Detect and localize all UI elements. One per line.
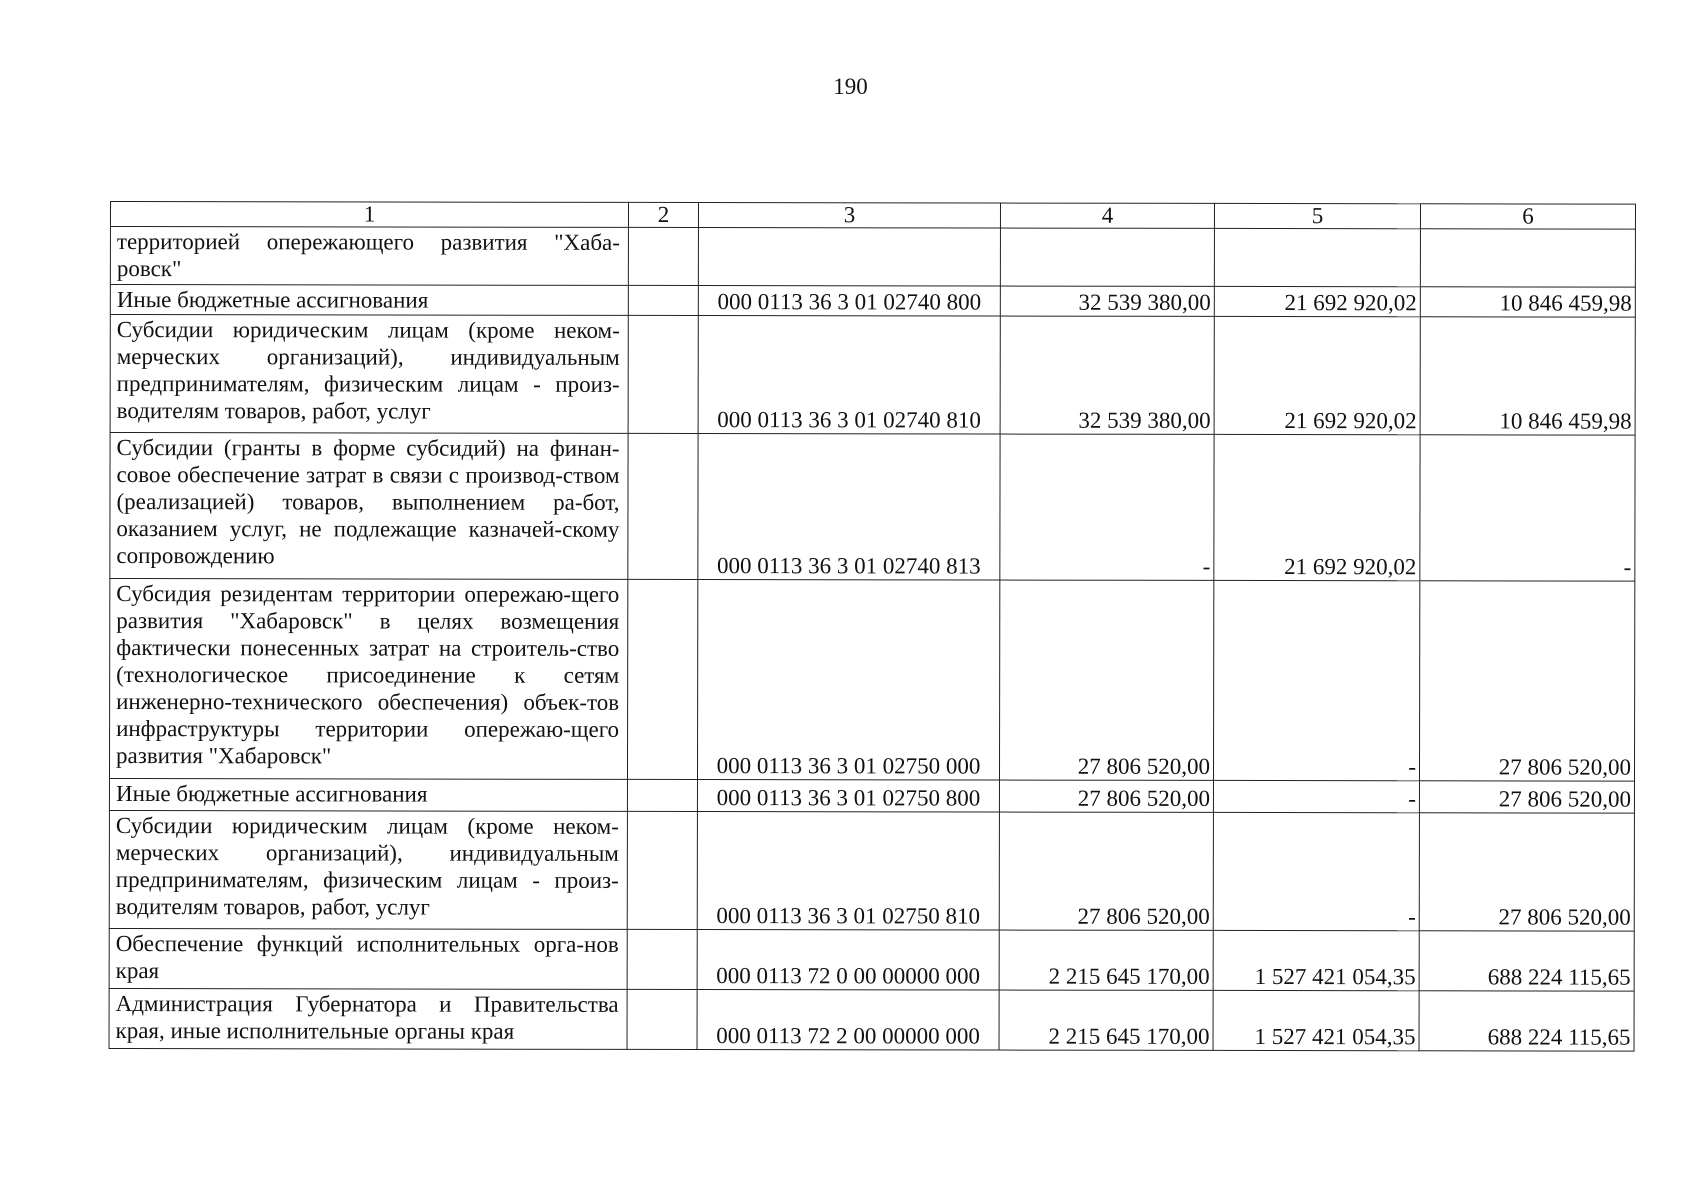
row-col6: 27 806 520,00: [1419, 581, 1634, 781]
table-row: [109, 779, 1634, 814]
column-header: 6: [1420, 204, 1635, 229]
row-name: Администрация Губернатора и Правительства края, иные исполнительные органы края: [109, 988, 627, 1049]
table-row: [110, 315, 1635, 436]
row-col4: 32 539 380,00: [1000, 316, 1214, 434]
row-col4: [1000, 228, 1214, 286]
row-col6: 27 806 520,00: [1419, 813, 1634, 931]
table-header-row: [110, 202, 1635, 230]
row-name: Иные бюджетные ассигнования: [109, 779, 627, 812]
row-col2: [627, 929, 697, 989]
row-code: 000 0113 36 3 01 02750 810: [697, 812, 999, 931]
row-col4: 27 806 520,00: [999, 780, 1213, 812]
row-name: Субсидии юридическим лицам (кроме неком-мерческих организаций), индивидуальным предпринимателям, физическим лицам - произ-водителям товаров, работ, услуг: [110, 315, 628, 434]
row-code: 000 0113 36 3 01 02740 813: [698, 434, 1000, 581]
row-col4: 27 806 520,00: [999, 812, 1213, 930]
row-col5: 1 527 421 054,35: [1213, 990, 1419, 1050]
row-code: 000 0113 72 2 00 00000 000: [697, 990, 999, 1051]
page-number: 190: [833, 74, 868, 99]
table-row: [109, 928, 1634, 991]
column-header: 1: [110, 202, 628, 228]
row-col5: -: [1213, 580, 1419, 780]
row-col2: [627, 811, 697, 929]
row-name: территорией опережающего развития "Хаба-ровск": [110, 227, 628, 286]
row-col4: 2 215 645 170,00: [999, 990, 1213, 1050]
row-code: 000 0113 36 3 01 02750 800: [697, 780, 999, 813]
row-col4: 2 215 645 170,00: [999, 930, 1213, 990]
row-col5: 1 527 421 054,35: [1213, 930, 1419, 990]
row-code: [698, 228, 1000, 287]
row-code: 000 0113 36 3 01 02740 810: [698, 316, 1000, 435]
row-code: 000 0113 36 3 01 02750 000: [697, 580, 999, 781]
budget-table: [109, 201, 1636, 1052]
row-name: Иные бюджетные ассигнования: [110, 285, 628, 316]
row-col2: [628, 227, 698, 285]
row-col6: -: [1420, 435, 1635, 581]
budget-table-container: [109, 201, 1635, 1052]
row-col5: -: [1213, 812, 1419, 930]
row-col2: [628, 315, 698, 433]
column-header: 5: [1214, 203, 1420, 228]
table-row: [110, 433, 1635, 582]
row-col5: 21 692 920,02: [1214, 316, 1420, 434]
row-col6: 27 806 520,00: [1419, 781, 1634, 813]
row-col2: [628, 433, 698, 579]
column-header: 3: [698, 203, 1000, 229]
column-header: 2: [628, 202, 698, 227]
row-col2: [627, 989, 697, 1049]
row-col2: [627, 579, 697, 779]
row-col5: 21 692 920,02: [1214, 434, 1420, 580]
row-col2: [628, 285, 698, 315]
row-name: Субсидии юридическим лицам (кроме неком-мерческих организаций), индивидуальным предпринимателям, физическим лицам - произ-водителям товаров, работ, услуг: [109, 810, 627, 929]
row-col6: 10 846 459,98: [1420, 317, 1635, 435]
row-col2: [627, 779, 697, 811]
row-code: 000 0113 36 3 01 02740 800: [698, 286, 1000, 317]
row-col6: 10 846 459,98: [1420, 287, 1635, 317]
row-name: Субсидии (гранты в форме субсидий) на финан-совое обеспечение затрат в связи с производ-ством (реализацией) товаров, выполнением ра-бот, оказанием услуг, не подлежащие казначей-скому сопровождению: [110, 433, 628, 580]
table-row: [109, 579, 1634, 782]
table-row: [109, 810, 1634, 931]
row-col4: 27 806 520,00: [999, 580, 1213, 780]
table-row: [109, 988, 1634, 1051]
table-row: [110, 285, 1635, 318]
row-col5: 21 692 920,02: [1214, 286, 1420, 316]
row-col5: -: [1213, 780, 1419, 812]
row-col6: [1420, 229, 1635, 287]
column-header: 4: [1000, 203, 1214, 228]
table-row: [110, 227, 1635, 288]
row-name: Обеспечение функций исполнительных орга-нов края: [109, 928, 627, 989]
row-col4: 32 539 380,00: [1000, 286, 1214, 316]
row-col4: -: [1000, 434, 1214, 580]
row-col6: 688 224 115,65: [1419, 931, 1634, 991]
row-col6: 688 224 115,65: [1419, 991, 1634, 1051]
row-name: Субсидия резидентам территории опережаю-щего развития "Хабаровск" в целях возмещения фактически понесенных затрат на строитель-ство (технологическое присоединение к сетям инженерно-технического обеспечения) объек-тов инфраструктуры территории опережаю-щего развития "Хабаровск": [109, 579, 627, 780]
row-col5: [1214, 228, 1420, 286]
row-code: 000 0113 72 0 00 00000 000: [697, 930, 999, 991]
